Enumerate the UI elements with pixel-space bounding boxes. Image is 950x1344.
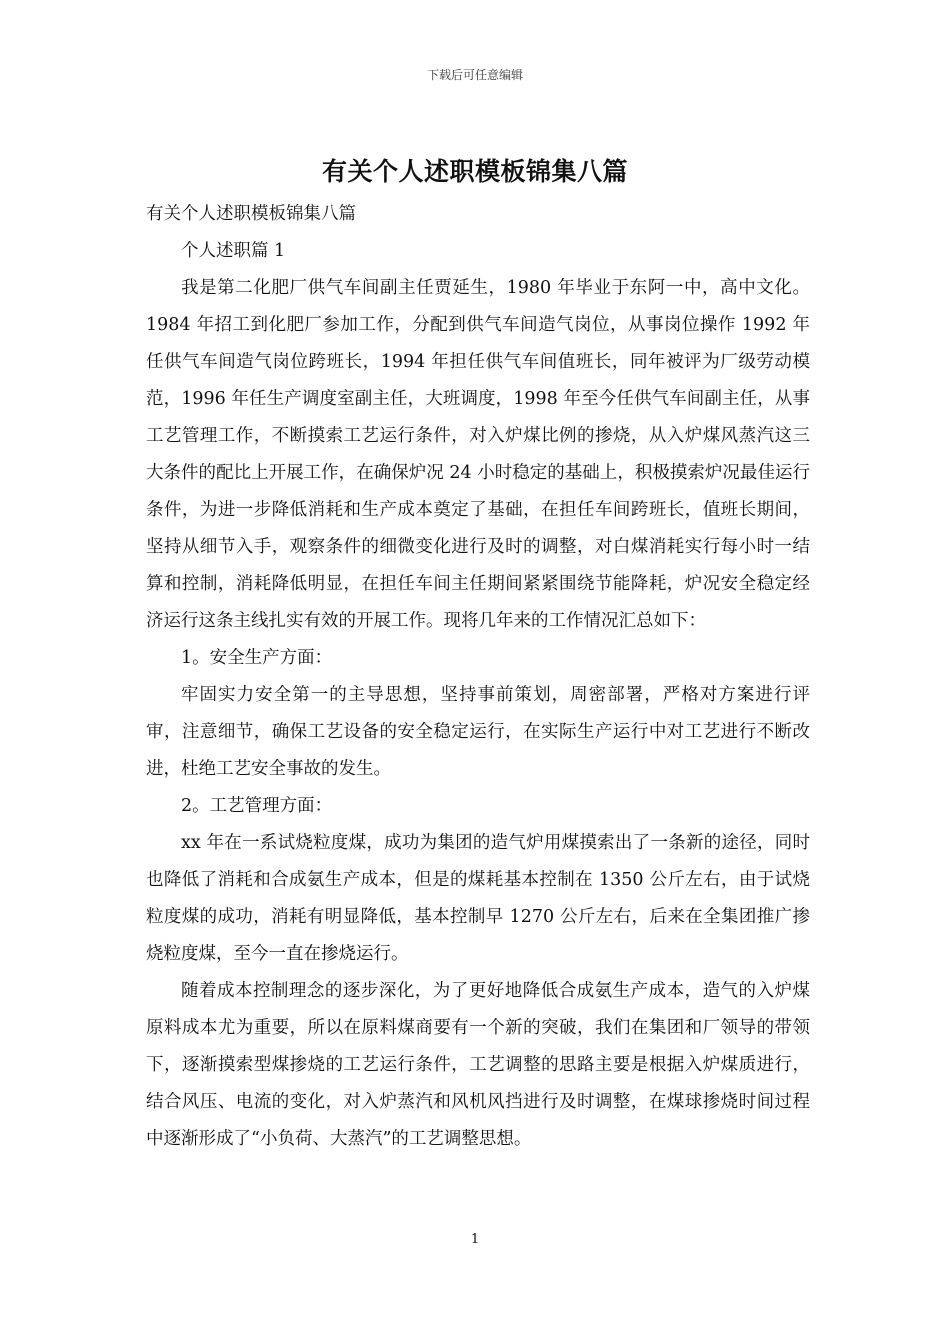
document-body (146, 196, 810, 1158)
process-paragraph-1: xx 年在一系试烧粒度煤，成功为集团的造气炉用煤摸索出了一条新的途径，同时也降低了消耗和合成氨生产成本，但是的煤耗基本控制在 1350 公斤左右，由于试烧粒度煤的成功，消耗有明显降低，基本控制早 1270 公斤左右，后来在全集团推广掺烧粒度煤，至今一直在掺烧运行。 (146, 833, 810, 964)
page-number: 1 (470, 1232, 480, 1247)
intro-paragraph: 我是第二化肥厂供气车间副主任贾延生，1980 年毕业于东阿一中，高中文化。1984 年招工到化肥厂参加工作，分配到供气车间造气岗位，从事岗位操作 1992 年任供气车间造气岗位跨班长，1994 年担任供气车间值班长，同年被评为厂级劳动模范，1996 年任生产调度室副主任，大班调度，1998 年至今任供气车间副主任，从事工艺管理工作，不断摸索工艺运行条件，对入炉煤比例的掺烧，从入炉煤风蒸汽这三大条件的配比上开展工作，在确保炉况 24 小时稳定的基础上，积极摸索炉况最佳运行条件，为进一步降低消耗和生产成本奠定了基础，在担任车间跨班长，值班长期间，坚持从细节入手，观察条件的细微变化进行及时的调整，对白煤消耗实行每小时一结算和控制，消耗降低明显，在担任车间主任期间紧紧围绕节能降耗，炉况安全稳定经济运行这条主线扎实有效的开展工作。现将几年来的工作情况汇总如下： (146, 278, 810, 631)
process-paragraph-2: 随着成本控制理念的逐步深化，为了更好地降低合成氨生产成本，造气的入炉煤原料成本尤为重要，所以在原料煤商要有一个新的突破，我们在集团和厂领导的带领下，逐渐摸索型煤掺烧的工艺运行条件，工艺调整的思路主要是根据入炉煤质进行，结合风压、电流的变化，对入炉蒸汽和风机风挡进行及时调整，在煤球掺烧时间过程中逐渐形成了“小负荷、大蒸汽”的工艺调整思想。 (146, 981, 810, 1149)
page-header-note: 下载后可任意编辑 (426, 68, 523, 82)
document-title: 有关个人述职模板锦集八篇 (321, 157, 628, 186)
safety-paragraph: 牢固实力安全第一的主导思想，坚持事前策划，周密部署，严格对方案进行评审，注意细节，确保工艺设备的安全稳定运行，在实际生产运行中对工艺进行不断改进，杜绝工艺安全事故的发生。 (146, 685, 810, 779)
safety-heading: 1。安全生产方面： (181, 648, 333, 668)
process-heading: 2。工艺管理方面： (181, 796, 333, 816)
section-heading: 个人述职篇 1 (181, 241, 286, 261)
document-subtitle: 有关个人述职模板锦集八篇 (146, 204, 356, 224)
